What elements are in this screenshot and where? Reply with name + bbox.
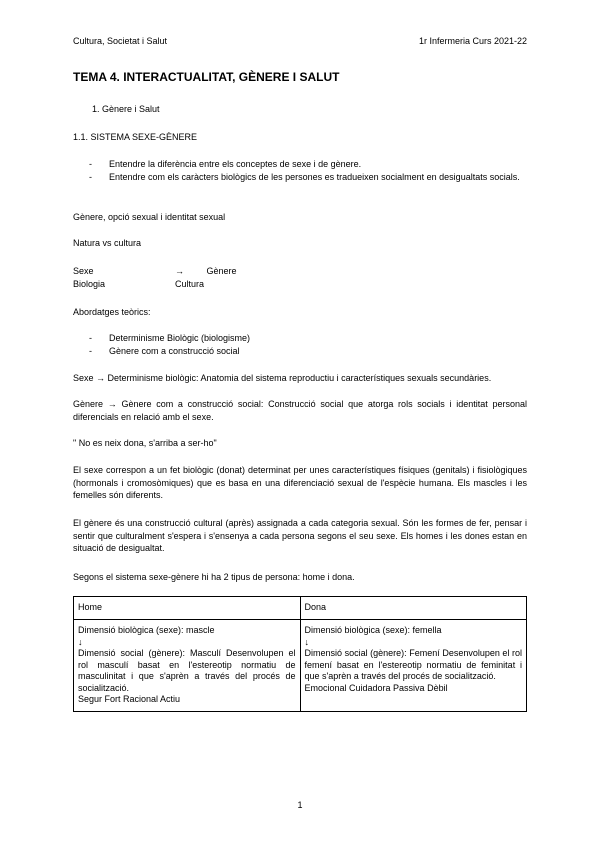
header-course: Cultura, Societat i Salut <box>73 36 168 46</box>
social-dimension: Dimensió social (gènere): Masculí Desenvolupen el rol masculí basat en l'estereotip normatiu de masculinitat i que s'aprèn a través del procés de socialització. <box>78 648 296 693</box>
quote: " No es neix dona, s'arriba a ser-ho" <box>73 438 217 448</box>
sex-gender-table <box>73 596 527 712</box>
pair-right: → Gènere <box>175 266 237 276</box>
traits: Segur Fort Racional Actiu <box>78 694 181 704</box>
bio-dimension: Dimensió biològica (sexe): femella <box>304 625 442 635</box>
table-cell-home <box>74 620 301 712</box>
numbered-item: 1. Gènere i Salut <box>92 104 160 114</box>
pair-left: Biologia <box>73 278 106 289</box>
page-number: 1 <box>297 800 303 810</box>
list-item: - Entendre la diferència entre els conceptes de sexe i de gènere. <box>89 159 362 169</box>
list-item: - Entendre com els caràcters biològics de les persones es tradueixen socialment en desigualtats socials. <box>89 171 520 182</box>
list-item: - Determinisme Biològic (biologisme) <box>89 333 251 343</box>
table-header-dona: Dona <box>300 597 527 620</box>
social-dimension: Dimensió social (gènere): Femení Desenvolupen el rol femení basat en l'estereotip normatiu de feminitat i que s'aprèn a través del procés de socialització. <box>304 648 522 681</box>
paragraph-gender: El gènere és una construcció cultural (après) assignada a cada categoria sexual. Són les formes de fer, pensar i sentir que culturalment s'espera i s'ensenya a cada persona segons el seu sexe. Els homes i les dones estan en situació de desigualtat. <box>73 518 527 553</box>
traits: Emocional Cuidadora Passiva Dèbil <box>304 682 448 693</box>
section-heading: 1.1. SISTEMA SEXE-GÈNERE <box>73 132 198 142</box>
pair-left: Sexe <box>73 266 94 276</box>
approaches-list <box>73 332 527 357</box>
approaches-label: Abordatges teòrics: <box>73 307 151 317</box>
table-cell-dona <box>300 620 527 712</box>
paragraph-sex: El sexe correspon a un fet biològic (donat) determinat per unes característiques físiques (genitals) i fisiològiques (hormonals i cromosòmiques) que es basa en una diferenciació sexual de l'espècie humana. Els mascles i les femelles són diferents. <box>73 465 527 500</box>
nature-vs-culture: Natura vs cultura <box>73 238 142 248</box>
sex-gender-pairs <box>73 265 527 290</box>
table-header-home: Home <box>74 597 301 620</box>
objectives-list <box>73 158 527 183</box>
definition-sex: Sexe → Determinisme biològic: Anatomia del sistema reproductiu i característiques sexuals secundàries. <box>73 373 492 383</box>
definition-gender: Gènere → Gènere com a construcció social: Construcció social que atorga rols socials i identitat personal diferencials en relació amb el sexe. <box>73 399 527 422</box>
bio-dimension: Dimensió biològica (sexe): mascle <box>78 625 215 635</box>
paragraph-types: Segons el sistema sexe-gènere hi ha 2 tipus de persona: home i dona. <box>73 572 355 582</box>
subtitle: Gènere, opció sexual i identitat sexual <box>73 212 226 222</box>
page-title: TEMA 4. INTERACTUALITAT, GÈNERE I SALUT <box>73 70 340 84</box>
list-item: - Gènere com a construcció social <box>89 345 240 356</box>
arrow-down-icon: ↓ <box>78 636 83 647</box>
pair-right: Cultura <box>175 278 205 289</box>
header-year: 1r Infermeria Curs 2021-22 <box>418 36 527 46</box>
arrow-down-icon: ↓ <box>304 636 309 647</box>
